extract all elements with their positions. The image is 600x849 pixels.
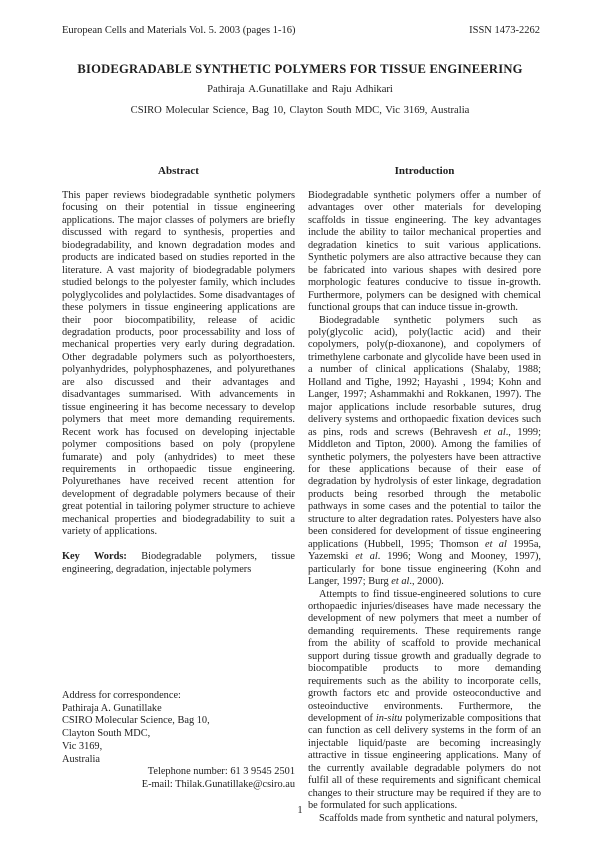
correspondence-line: Address for correspondence: — [62, 690, 181, 701]
affiliation: CSIRO Molecular Science, Bag 10, Clayton South MDC, Vic 3169, Australia — [130, 105, 470, 116]
authors: Pathiraja A.Gunatillake and Raju Adhikari — [207, 84, 393, 95]
introduction-paragraph: Scaffolds made from synthetic and natural polymers, — [319, 812, 538, 824]
paper-title: BIODEGRADABLE SYNTHETIC POLYMERS FOR TISSUE ENGINEERING — [77, 62, 523, 76]
keywords-paragraph — [62, 551, 295, 576]
right-column — [308, 165, 542, 824]
issn-number: ISSN 1473-2262 — [469, 25, 540, 36]
left-column — [62, 165, 295, 815]
journal-citation: European Cells and Materials Vol. 5. 2003 (pages 1-16) — [62, 25, 296, 36]
keywords-label: Key Words: — [62, 551, 127, 563]
telephone-line: Telephone number: 61 3 9545 2501 — [147, 766, 295, 778]
correspondence-line: Australia — [62, 753, 100, 765]
abstract-heading: Abstract — [158, 165, 199, 177]
email-line: E-mail: Thilak.Gunatillake@csiro.au — [141, 778, 295, 790]
introduction-paragraph: Attempts to find tissue-engineered solutions to cure orthopaedic injuries/diseases have made necessary the development of new polymers that meet a number of demanding requirements. These requirements range from the ability of scaffold to provide mechanical support during tissue growth and gradually degrade to biocompatible products to more demanding requirements such as the ability to incorporate cells, growth factors etc and provide osteoconductive and osteoinductive environments. Furthermore, the development of in-situ polymerizable compositions that can function as cell delivery systems in the form of an injectable liquid/paste are becoming increasingly attractive in tissue engineering applications. Many of the currently available degradable polymers do not fulfil all of these requirements and significant chemical changes to their structure may be required if they are to be formulated for such applications. — [308, 588, 542, 812]
keywords-text: Biodegradable polymers, tissue engineering, degradation, injectable polymers — [62, 551, 295, 575]
correspondence-line: Clayton South MDC, — [62, 728, 151, 740]
page-header — [62, 25, 540, 36]
page-number: 1 — [297, 805, 303, 816]
introduction-heading: Introduction — [394, 165, 455, 177]
correspondence-line: Vic 3169, — [62, 740, 103, 752]
introduction-paragraph: Biodegradable synthetic polymers such as poly(glycolic acid), poly(lactic acid) and their copolymers, poly(p-dioxanone), and copolymers of trimethylene carbonate and glycolide have been used in a number of clinical applications (Shalaby, 1988; Holland and Tighe, 1992; Hayashi , 1994; Kohn and Langer, 1997; Ashammakhi and Rokkanen, 1997). The major applications include resorbable sutures, drug delivery systems and orthopaedic fixation devices such as pins, rods and screws (Behravesh et al., 1999; Middleton and Tipton, 2000). Among the families of synthetic polymers, the polyesters have been attractive for these applications because of their ease of degradation by hydrolysis of ester linkage, degradation products being resorbed through the metabolic pathways in some cases and the potential to tailor the structure to alter degradation rates. Polyesters have also been considered for development of tissue engineering applications (Hubbell, 1995; Thomson et al 1995a, Yazemski et al. 1996; Wong and Mooney, 1997), particularly for bone tissue engineering (Kohn and Langer, 1997; Burg et al., 2000). — [308, 314, 541, 588]
correspondence-line: CSIRO Molecular Science, Bag 10, — [62, 715, 210, 727]
introduction-paragraph: Biodegradable synthetic polymers offer a number of advantages over other materials for developing scaffolds in tissue engineering. The key advantages include the ability to tailor mechanical properties and degradation kinetics to suit various applications. Synthetic polymers are also attractive because they can be fabricated into various shapes with desired pore morphologic features conducive to tissue in-growth. Furthermore, polymers can be designed with chemical functional groups that can induce tissue in-growth. — [308, 190, 541, 314]
correspondence-line: Pathiraja A. Gunatillake — [62, 702, 162, 714]
correspondence-block — [62, 690, 295, 792]
abstract-text: This paper reviews biodegradable synthetic polymers focusing on their potential in tissue engineering applications. The major classes of polymers are briefly discussed with regard to synthesis, properties and biodegradability, and known degradation modes and products are indicated based on studies reported in the literature. A vast majority of biodegradable polymers studied belongs to the polyester family, which includes polyglycolides and polylactides. Some disadvantages of these polymers in tissue engineering applications are their poor biocompatibility, release of acidic degradation products, poor processability and loss of mechanical properties very early during degradation. Other degradable polymers such as polyorthoesters, polyanhydrides, polyphosphazenes, and polyurethanes are also discussed and their advantages and disadvantages summarised. With advancements in tissue engineering it has become necessary to develop polymers that meet more demanding requirements. Recent work has focused on developing injectable polymer compositions based on poly (propylene fumarate) and poly (anhydrides) to meet these requirements in orthopaedic tissue engineering. Polyurethanes have received recent attention for development of degradable polymers because of their great potential in tailoring polymer structure to achieve mechanical properties and biodegradability to suit a variety of applications. — [62, 190, 295, 538]
two-column-body — [62, 165, 542, 824]
